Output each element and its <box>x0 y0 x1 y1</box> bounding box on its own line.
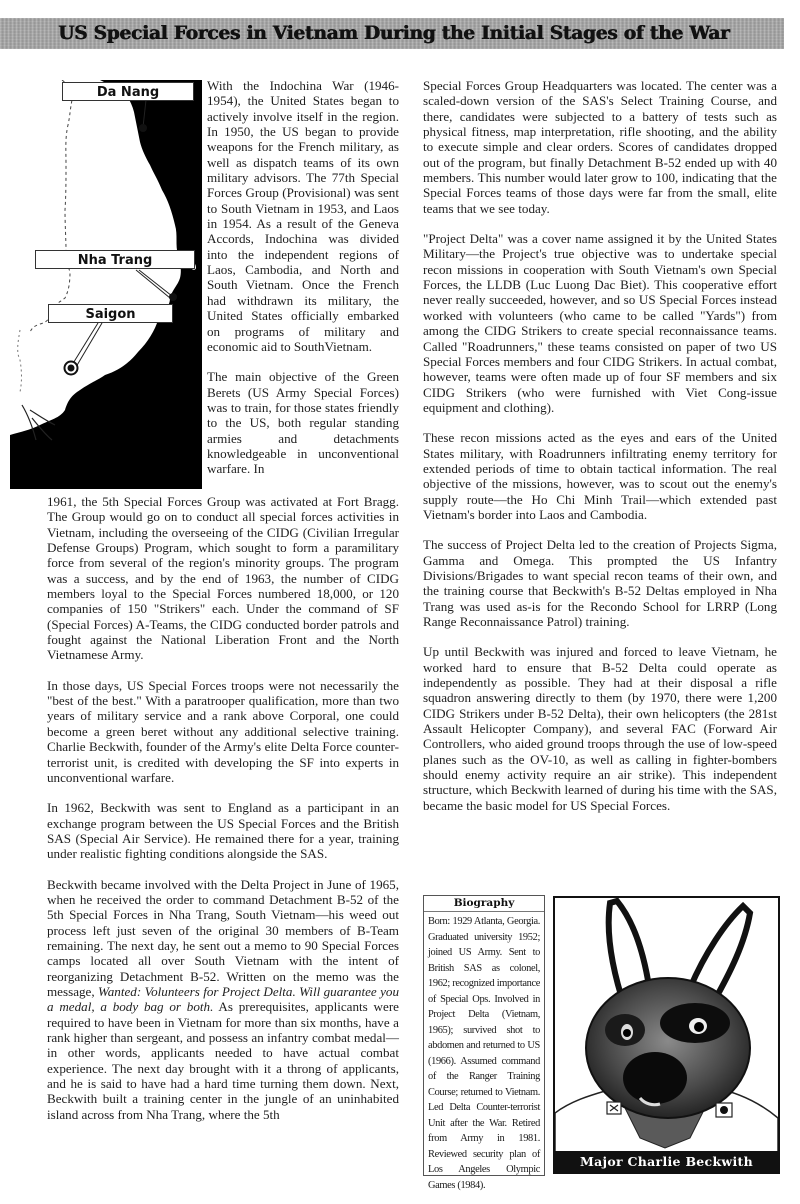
memo-quote: Wanted: Volunteers for Project Delta. Will guarantee you a medal, a body bag or both. <box>47 983 400 1015</box>
portrait-illustration <box>553 896 780 1174</box>
paragraph-england: In 1962, Beckwith was sent to England as a participant in an exchange program between the US Special Forces and the British SAS (Special Air Service). He remained there for a year, training under realistic fighting conditions alongside the SAS. <box>47 800 399 862</box>
paragraph-training-center: Special Forces Group Headquarters was located. The center was a scaled-down version of the SAS's Select Training Course, and there, candidates were subjected to a battery of tests such as physical fitness, map interpretation, rifle shooting, and the ability to execute simple and clear orders. Scores of candidates dropped out of the program, but finally Detachment B-52 ended up with 40 members. This number would later grow to 100, indicating that the Special Forces teams of those days were far from the small, elite teams that we see today. <box>423 78 777 216</box>
nha-trang-dot-icon <box>169 293 177 301</box>
paragraph-project-delta: "Project Delta" was a cover name assigned it by the United States Military—the Project's true objective was to undertake special recon missions in cooperation with South Vietnam's own Special Forces, the LLDB (Luc Luong Dac Biet). This cooperative effort never really succeeded, however, and so US Special Forces instead worked with volunteers (who came to be called "Yards") from among the CIDG Strikers to create special reconnaissance teams. Called "Roadrunners," these teams consisted on paper of two US Special Forces members and four CIDG Strikers. In actual combat, however, teams were often made up of four SF members and six CIDG Strikers (who were furnished with Viet Cong-issue equipment and clothing). <box>423 231 777 415</box>
page-title: US Special Forces in Vietnam During the Initial Stages of the War <box>58 23 730 44</box>
portrait-caption: Major Charlie Beckwith <box>555 1151 778 1172</box>
biography-title: Biography <box>424 896 544 912</box>
paragraph-green-berets: The main objective of the Green Berets (US Army Special Forces) was to train, for those states friendly to the US, both regular standing armies and detachments knowledgeable in unconventional warfare. In <box>207 369 399 477</box>
paragraph-recon-missions: These recon missions acted as the eyes and ears of the United States military, with Roadrunners infiltrating enemy territory for extended periods of time to obtain tactical information. The real objective of the missions, however, was to scout out the enemy's supply route—the Ho Chi Minh Trail—which extended past Vietnam's border into Laos and Cambodia. <box>423 430 777 522</box>
paragraph-delta-project: Beckwith became involved with the Delta Project in June of 1965, when he received the order to command Detachment B-52 of the 5th Special Forces in Nha Trang, South Vietnam—his weed out process left just seven of the original 30 members of B-Team remaining. The next day, he sent out a memo to 90 Special Forces camps located all over South Vietnam with the intent of reorganizing Detachment B-52. Written on the memo was the message, Wanted: Volunteers for Project Delta. Will guarantee you a medal, a body bag or both. As prerequisites, applicants were required to have been in Vietnam for more than six months, have a rank higher than sergeant, and possess an infantry combat medal—in other words, applicants needed to have actual combat experience. The next day brought with it a throng of applicants, and he is said to have had a hard time turning them down. Next, Beckwith built a training center in the jungle of an uninhabited island across from Nha Trang, where the 5th <box>47 876 400 1122</box>
vietnam-map <box>10 80 202 489</box>
paragraph-projects-sigma: The success of Project Delta led to the creation of Projects Sigma, Gamma and Omega. This prompted the US Infantry Divisions/Brigades to want special recon teams of their own, and the training course that Beckwith's B-52 Deltas employed in Nha Trang was used as-is for the Recondo School for LRRP (Long Range Reconnaissance Patrol) training. <box>423 537 777 629</box>
left-column-text <box>47 494 399 1122</box>
paragraph-5th-sfg: 1961, the 5th Special Forces Group was activated at Fort Bragg. The Group would go on to conduct all special forces activities in Vietnam, including the overseeing of the CIDG (Civilian Irregular Defense Groups) Program, which sought to form a paramilitary force from several of the region's minority groups. The program was a success, and by the end of 1963, the number of CIDG members loyal to the Special Forces numbered 18,000, or 120 companies of 150 "Strikers" each. Under the command of SF (Special Forces) A-Teams, the CIDG conducted border patrols and fought against the National Liberation Front and the North Vietnamese Army. <box>47 494 399 663</box>
coastline-map-icon <box>10 80 202 489</box>
da-nang-dot-icon <box>139 124 147 132</box>
left-column-wrapped-text <box>207 78 399 477</box>
map-label-saigon: Saigon <box>48 304 173 323</box>
paragraph-independent-structure: Up until Beckwith was injured and forced to leave Vietnam, he worked hard to ensure that B-52 Delta could operate as independently as possible. They had at their disposal a rifle squadron answering directly to them (by 1970, there were 1,200 CIDG Strikers under B-52 Delta), their own helicopters (the 281st Assault Helicopter Company), and several FAC (Forward Air Controllers, who aided ground troops through the use of low-speed planes such as the OV-10, as well as calling in fighter-bombers should enemy activity require an air strike). This independent structure, which Beckwith learned of during his time with the SAS, became the basic model for US Special Forces. <box>423 644 777 813</box>
paragraph-best-of-best: In those days, US Special Forces troops were not necessarily the "best of the best." With a paratrooper qualification, more than two years of military service and a rank above Corporal, one could become a green beret without any additional selective training. Charlie Beckwith, founder of the Army's elite Delta Force counter-terrorist unit, is credited with developing the SF into experts in unconventional warfare. <box>47 677 399 785</box>
biography-body: Born: 1929 Atlanta, Georgia. Graduated university 1952; joined US Army. Sent to British SAS as colonel, 1962; recognized importance of Special Ops. Involved in Project Delta (Vietnam, 1965); survived shot to abdomen and returned to US (1966). Assumed command of the Ranger Training Course; returned to Vietnam. Led Delta Counter-terrorist Unit after the War. Retired from Army in 1981. Reviewed security plan of Los Angeles Olympic Games (1984). <box>428 916 540 1191</box>
paragraph-indochina: With the Indochina War (1946-1954), the United States began to actively involve itself in the region. In 1950, the US began to provide weapons for the French military, as well as dispatch teams of its own military advisors. The 77th Special Forces Group (Provisional) was sent to South Vietnam in 1953, and Laos in 1954. As a result of the Geneva Accords, Indochina was divided into the independent regions of Laos, Cambodia, and North and South Vietnam. Once the French had withdrawn its military, the United States officially embarked on programs of military and economic aid to SouthVietnam. <box>207 78 399 354</box>
rabbit-portrait-icon <box>555 898 778 1152</box>
biography-box <box>423 895 545 1191</box>
map-label-da-nang: Da Nang <box>62 82 194 101</box>
map-label-nha-trang: Nha Trang <box>35 250 195 269</box>
right-column-text <box>423 78 777 813</box>
